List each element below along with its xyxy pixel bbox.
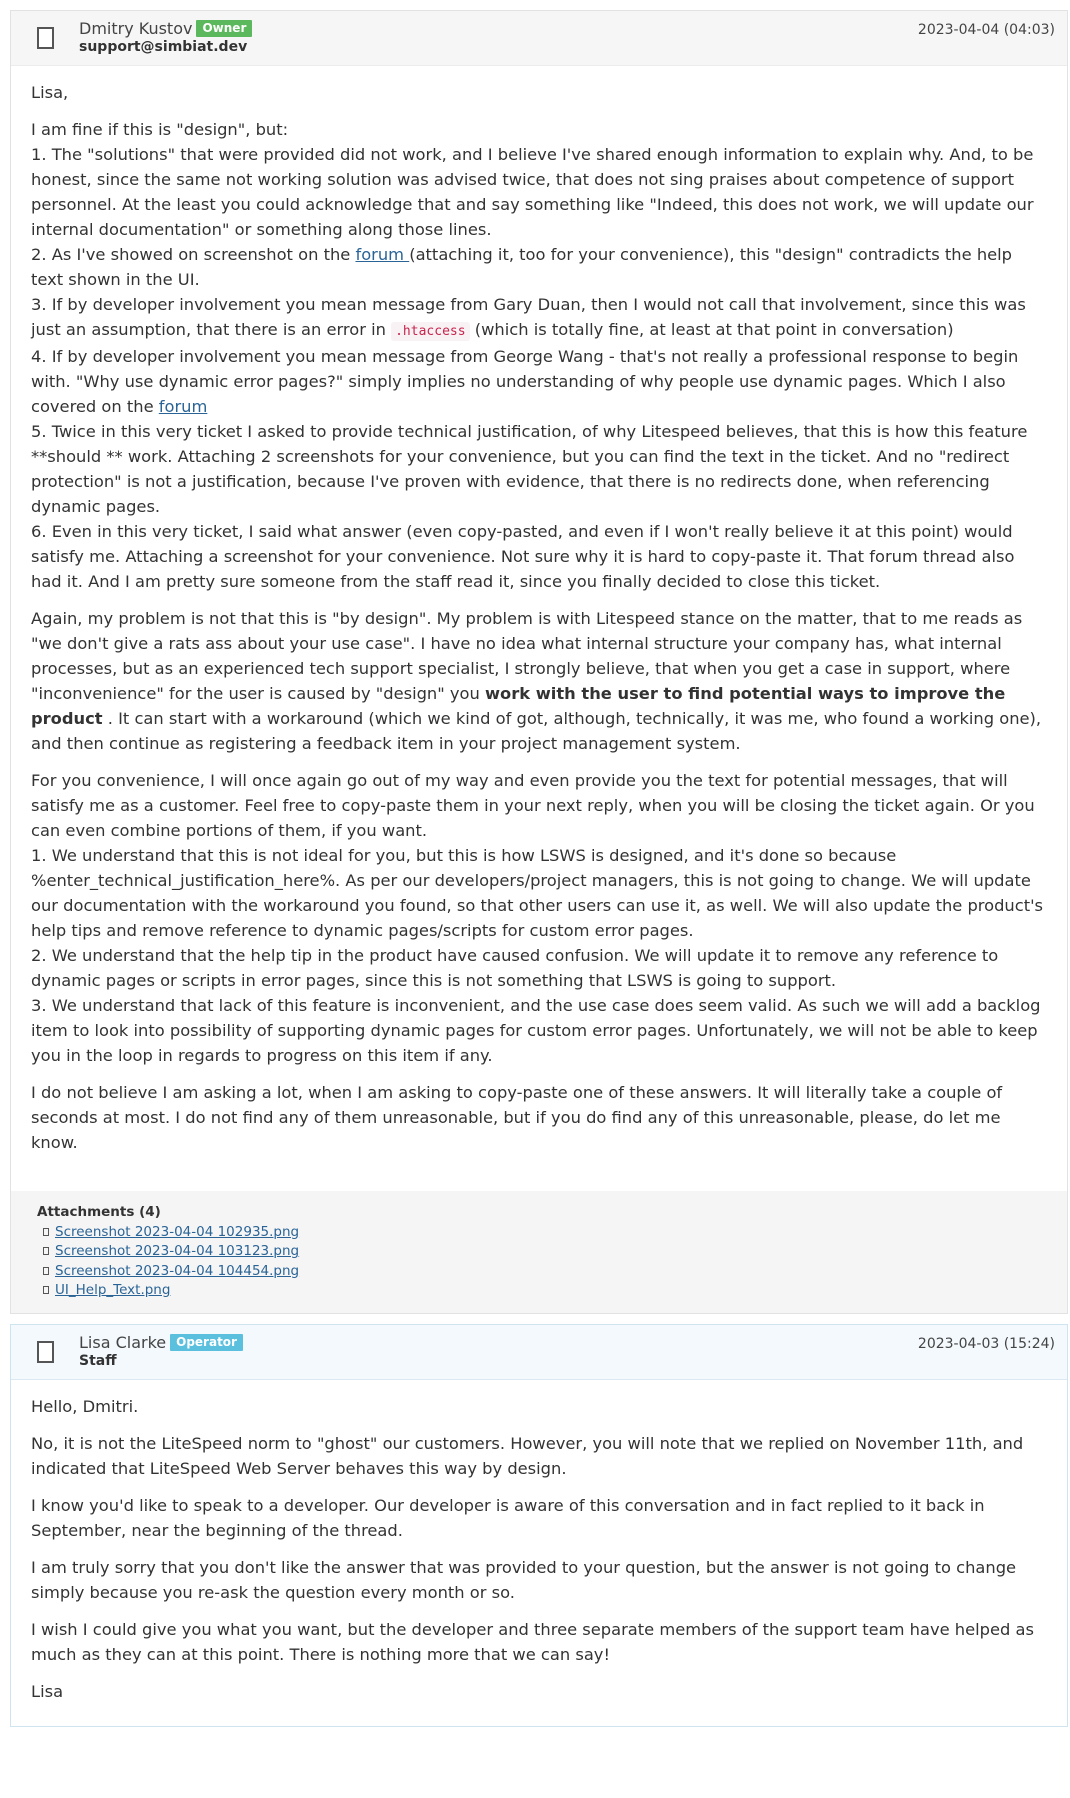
attachments-title: Attachments (4): [37, 1204, 161, 1220]
file-icon: [43, 1228, 49, 1236]
file-icon: [43, 1267, 49, 1275]
list-paragraph: [31, 117, 1047, 594]
attachment-link[interactable]: UI_Help_Text.png: [55, 1282, 171, 1298]
item-5: 5. Twice in this very ticket I asked to provide technical justification, of why Litespeed believes, that this is how this feature **should ** work. Attaching 2 screenshots for your convenience, but you can find the text in the ticket. And no "redirect protection" is not a justification, because I've proven with evidence, that there is no redirects done, when referencing dynamic pages.: [31, 422, 1028, 516]
attachments-panel: [11, 1191, 1067, 1313]
item-3-text: 3. If by developer involvement you mean message from Gary Duan, then I would not call that involvement, since this was just an assumption, that there is an error in: [31, 295, 1026, 339]
para-2-bold: work with the user to find potential ways to improve the product: [31, 684, 1006, 728]
ticket-reply-owner: [10, 10, 1068, 1314]
forum-link-2[interactable]: forum: [158, 397, 208, 416]
author-info: [79, 19, 252, 55]
file-icon: [43, 1247, 49, 1255]
greeting: Lisa,: [31, 83, 69, 102]
file-icon: [43, 1286, 49, 1294]
reply-header: [11, 11, 1067, 66]
suggestion-2: 2. We understand that the help tip in the product have caused confusion. We will update it to remove any reference to dynamic pages or scripts in error pages, since this is not something that LSWS is going to support.: [31, 946, 999, 990]
item-3-text-end: (which is totally fine, at least at that point in conversation): [469, 320, 954, 339]
item-6: 6. Even in this very ticket, I said what answer (even copy-pasted, and even if I won't really believe it at this point) would satisfy me. Attaching a screenshot for your convenience. Not sure why it is hard to copy-paste it. That forum thread also had it. And I am pretty sure someone from the staff read it, since you finally decided to close this ticket.: [31, 522, 1015, 591]
attachment-link[interactable]: Screenshot 2023-04-04 103123.png: [55, 1243, 300, 1259]
author-name: Lisa Clarke: [79, 1332, 167, 1352]
paragraph: I wish I could give you what you want, but the developer and three separate members of the support team have helped as much as they can at this point. There is nothing more that we can say!: [31, 1619, 1034, 1664]
paragraph: No, it is not the LiteSpeed norm to "ghost" our customers. However, you will note that we replied on November 11th, and indicated that LiteSpeed Web Server behaves this way by design.: [31, 1433, 1024, 1478]
greeting: Hello, Dmitri.: [31, 1396, 139, 1416]
user-avatar-icon: [37, 27, 54, 49]
suggestion-1: 1. We understand that this is not ideal for you, but this is how LSWS is designed, and it's done so because %enter_technical_justification_here%. As per our developers/project managers, this is not going to change. We will update our documentation with the workaround you found, so that other users can use it, as well. We will also update the product's help tips and remove reference to dynamic pages/scripts for custom error pages.: [31, 846, 1044, 940]
attachment-item: [37, 1223, 1041, 1243]
user-avatar-icon: [37, 1341, 54, 1363]
attachment-item: [37, 1242, 1041, 1262]
paragraph-suggestions: [31, 768, 1047, 1068]
para-2-text-end: . It can start with a workaround (which we kind of got, although, technically, it was me, who found a working one), and then continue as registering a feedback item in your project management system.: [31, 709, 1042, 753]
paragraph: I am truly sorry that you don't like the answer that was provided to your question, but the answer is not going to change simply because you re-ask the question every month or so.: [31, 1557, 1017, 1602]
signature: Lisa: [31, 1681, 64, 1701]
attachment-item: [37, 1281, 1041, 1301]
item-1: 1. The "solutions" that were provided did not work, and I believe I've shared enough information to explain why. And, to be honest, since the same not working solution was advised twice, that does not sing praises about competence of support personnel. At the least you could acknowledge that and say something like "Indeed, this does not work, we will update our internal documentation" or something along those lines.: [31, 145, 1034, 239]
author-role: Staff: [79, 1352, 117, 1369]
reply-body: [11, 1380, 1067, 1726]
author-name: Dmitry Kustov: [79, 19, 193, 38]
paragraph-closing: I do not believe I am asking a lot, when I am asking to copy-paste one of these answers. It will literally take a couple of seconds at most. I do not find any of them unreasonable, but if you do find any of this unreasonable, please, do let me know.: [31, 1083, 1003, 1152]
forum-link[interactable]: forum: [355, 245, 410, 264]
paragraph-design: [31, 606, 1047, 756]
htaccess-code: .htaccess: [391, 322, 469, 341]
item-2-text: 2. As I've showed on screenshot on the: [31, 245, 356, 264]
attachment-link[interactable]: Screenshot 2023-04-04 102935.png: [55, 1223, 300, 1240]
reply-date: 2023-04-03 (15:24): [917, 1335, 1055, 1352]
suggestion-3: 3. We understand that lack of this feature is inconvenient, and the use case does seem valid. As such we will add a backlog item to look into possibility of supporting dynamic pages for custom error pages. Unfortunately, we will not be able to keep you in the loop in regards to progress on this item if any.: [31, 996, 1041, 1065]
author-info: [79, 1333, 243, 1369]
reply-date: 2023-04-04 (04:03): [917, 22, 1055, 38]
reply-header: [11, 1325, 1067, 1380]
item-2-text-end: (attaching it, too for your convenience), this "design" contradicts the help text shown in the UI.: [31, 245, 1013, 289]
attachment-link[interactable]: Screenshot 2023-04-04 104454.png: [55, 1262, 300, 1279]
intro-text: I am fine if this is "design", but:: [31, 120, 289, 139]
ticket-reply-staff: [10, 1324, 1068, 1727]
paragraph: I know you'd like to speak to a developer. Our developer is aware of this conversation and in fact replied to it back in September, near the beginning of the thread.: [31, 1495, 985, 1540]
attachment-item: [37, 1262, 1041, 1282]
owner-badge: Owner: [196, 20, 252, 37]
author-email: support@simbiat.dev: [79, 39, 248, 55]
operator-badge: Operator: [170, 1334, 243, 1351]
item-4-text: 4. If by developer involvement you mean message from George Wang - that's not really a professional response to begin with. "Why use dynamic error pages?" simply implies no understanding of why people use dynamic pages. Which I also covered on the: [31, 347, 1019, 416]
para-2-text: Again, my problem is not that this is "by design". My problem is with Litespeed stance on the matter, that to me reads as "we don't give a rats ass about your use case". I have no idea what internal structure your company has, what internal processes, but as an experienced tech support specialist, I strongly believe, that when you get a case in support, where "inconvenience" for the user is caused by "design" you: [31, 609, 1023, 703]
reply-body: [11, 66, 1067, 1177]
para-3-intro: For you convenience, I will once again go out of my way and even provide you the text for potential messages, that will satisfy me as a customer. Feel free to copy-paste them in your next reply, when you will be closing the ticket again. Or you can even combine portions of them, if you want.: [31, 771, 1035, 840]
